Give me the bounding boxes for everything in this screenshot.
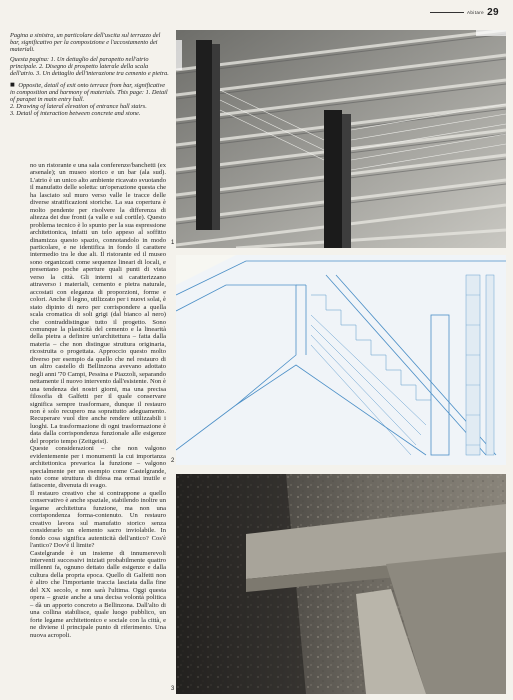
photo-concrete-stone	[176, 474, 506, 694]
figure-number-2: 2	[171, 458, 175, 464]
body-paragraph-1: no un ristorante e una sala conferenze/banchetti (ex arsenale); un museo storico e un bar (ala sud). L'atrio è un unico alto ambiente ricavato svuotando il manufatto delle soletta: un'operazione questa che ha lasciato sul muro verso valle le tracce delle diverse stratificazioni storiche. La sua copertura è molto pendente per risolvere la differenza di altezza dei due fronti (a valle e sul cortile). Questo problema tecnico è lo spunto per la sua espressione architettonica, infatti un telo appeso al soffitto dinamizza questo spazio, connotandolo in modo particolare, e ne identifica in fondo il carattere intermedio tra le due ali. Il ristorante ed il museo sono organizzati come sequenze lineari di locali, e presentano poche aperture quali punti di vista verso la città. Gli interni si caratterizzano attraverso i materiali, cemento e pietra naturale, accostati con eleganza di proporzioni, forme e colori. Anche il legno, utilizzato per i nuovi solai, è stato dipinto di nero per corrispondere a quella scala cromatica di soli grigi (dal bianco al nero) che contraddistingue tutto il progetto. Sono comunque la plasticità del cemento e la linearità della pietra a definire un'architettura – fatta dalla materia – che non distingue struttura originaria, ricostruita o progettata. Approccio questo molto diverso per esempio da quello che nel restauro di un altro castello di Bellinzona avevano adottato negli anni '70 Campi, Pessina e Piazzoli, separando nettamente il nuovo intervento dall'esistente. Non è una tendenza dei nostri giorni, ma una precisa filosofia di Galfetti per il quale conservare significa sempre trasformare, dunque il restauro non è solo recupero ma soprattutto adeguamento. Recuperare vuol dire anche rendere utilizzabili i luoghi. La trasformazione di ogni trasformazione è data dalla corrispondenza funzionale alle esigenze del proprio tempo (Zeitgeist).	[30, 162, 166, 445]
captions-block	[10, 32, 170, 120]
body-paragraph-4: Castelgrande è un insieme di innumerevoli interventi successivi iniziati probabilmente quattro millenni fa, ognuno dettato dalle esigenze e dalla cultura della propria epoca. Quello di Galfetti non è altro che l'importante traccia lasciata dalla fine del XX secolo, e non sarà l'ultima. Oggi questa opera – grazie anche a una decisa volontà politica – dà un apporto concreto a Bellinzona. Dall'alto di una collina stabilisce, quale luogo pubblico, un forte legame architettonico e sociale con la città, e ne diviene il principale punto di riferimento. Una nuova acropoli.	[30, 549, 166, 639]
photo-parapet-stairs	[176, 30, 506, 248]
caption-english-3: 2. Drawing of lateral elevation of entrance hall stairs.	[10, 102, 147, 110]
folio-page-number: 29	[487, 7, 499, 18]
caption-italian-2: Questa pagina: 1. Un dettaglio del parapetto nell'atrio principale. 2. Disegno di prospetto laterale della scala dell'atrio. 3. Un dettaglio dell'interazione tra cemento e pietra.	[10, 56, 169, 78]
figure-number-1: 1	[171, 240, 175, 246]
caption-english-4: 3. Detail of interaction between concrete and stone.	[10, 109, 141, 117]
folio-magazine: Abitare	[467, 10, 485, 15]
page-folio	[430, 7, 499, 18]
article-body	[30, 162, 166, 639]
caption-english-2: This page: 1. Detail of parapet in main entry hall.	[10, 88, 168, 103]
body-paragraph-3: Il restauro creativo che si contrappone a quello conservativo è anche spaziale, stabilendo inoltre un legame architettura funzione, ma non una corrispondenza forma-contenuto. Un restauro creativo lavora sul manufatto storico senza considerarlo un elemento sacro inviolabile. In fondo cosa significa autenticità dell'antico? Cos'è l'antico? Dov'è il limite?	[30, 489, 166, 550]
drawing-stair-elevation	[176, 255, 506, 465]
caption-marker-icon: ■	[10, 79, 15, 89]
caption-italian-1: Pagina a sinistra, un particolare dell'uscita sul terrazzo del bar, significativo per la composizione e l'accostamento dei materiali.	[10, 32, 161, 54]
caption-english-1: Opposite, detail of exit onto terrace from bar, significative in composition and harmony of materials.	[10, 81, 166, 96]
figure-number-3: 3	[171, 686, 175, 692]
caption-english	[10, 81, 170, 117]
body-paragraph-2: Queste considerazioni – che non valgono evidentemente per i monumenti la cui importanza architettonica prevarica la funzione – valgono specialmente per un esempio come Castelgrande, nato come struttura di difesa ma ormai inutile e fatiscente, divenuta di svago.	[30, 445, 166, 490]
folio-rule	[430, 12, 464, 13]
